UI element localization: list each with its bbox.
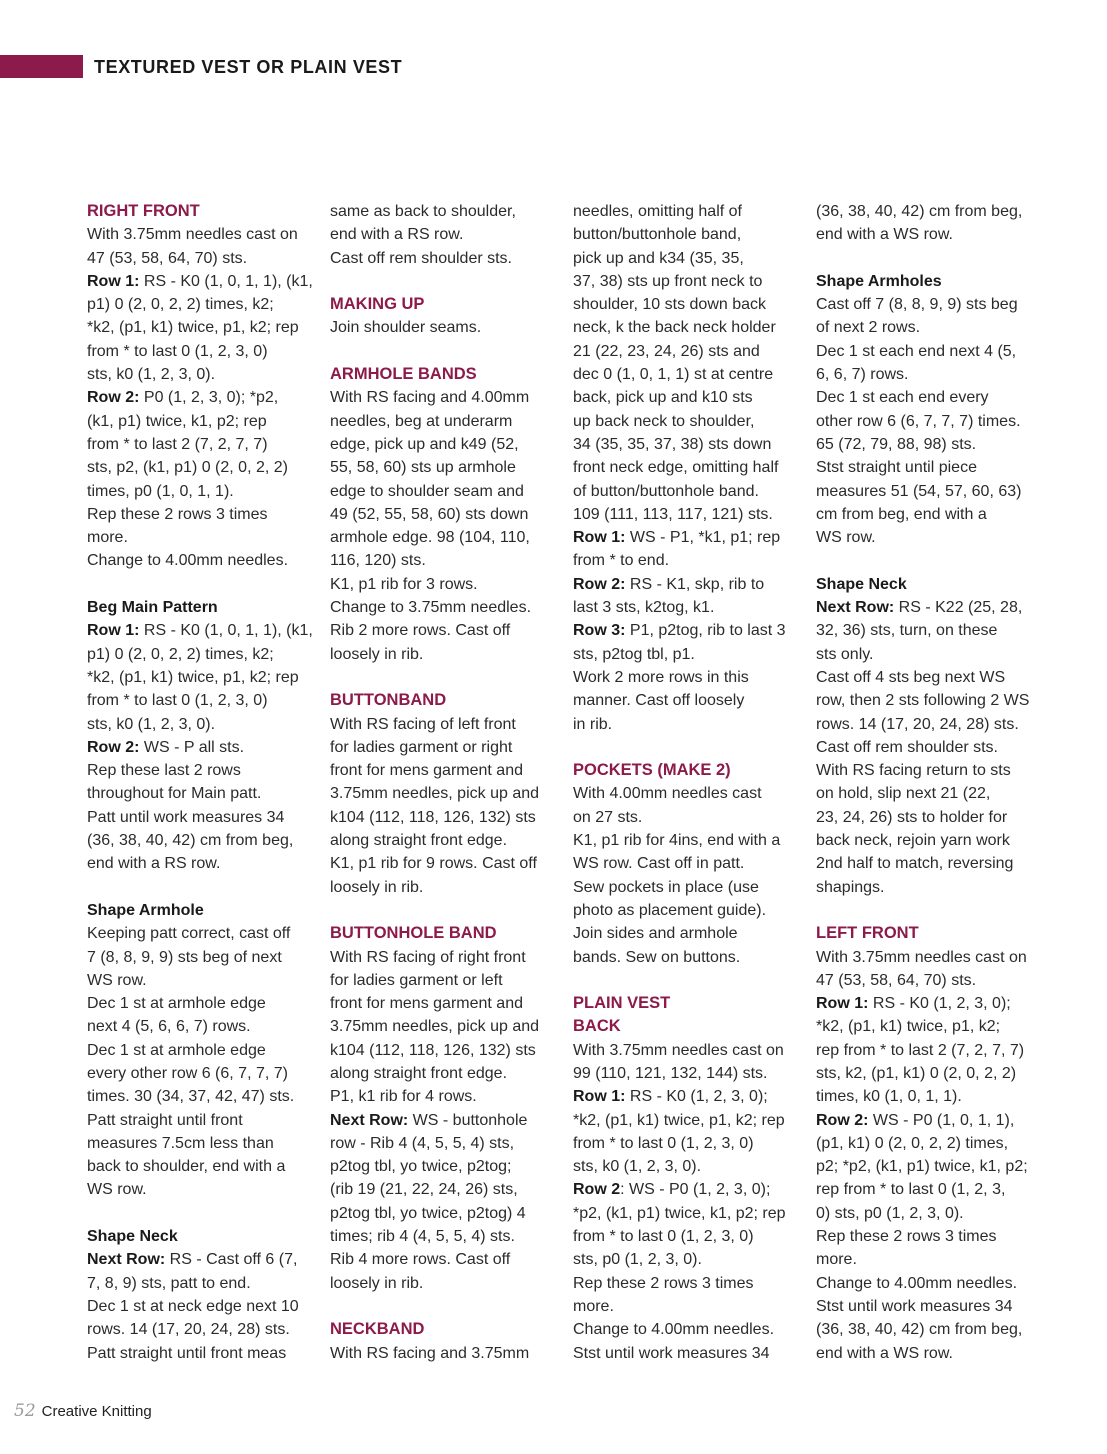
instruction-line: Stst straight until piece bbox=[816, 459, 977, 477]
instruction-line: times; rib 4 (4, 5, 5, 4) sts. bbox=[330, 1228, 515, 1246]
instruction-line: WS row. bbox=[87, 971, 147, 989]
instruction-line: Sew pockets in place (use bbox=[573, 878, 759, 896]
row-label: Row 2: bbox=[87, 389, 140, 407]
instruction-text: WS - P all sts. bbox=[139, 738, 245, 756]
instruction-line bbox=[87, 1248, 319, 1271]
instruction-line: end with a WS row. bbox=[816, 226, 953, 244]
paragraph-gap bbox=[87, 573, 319, 596]
paragraph-gap bbox=[816, 549, 1048, 572]
instruction-line: 7, 8, 9) sts, patt to end. bbox=[87, 1274, 251, 1292]
instruction-line: *k2, (p1, k1) twice, p1, k2; rep bbox=[573, 1111, 785, 1129]
instruction-line: on hold, slip next 21 (22, bbox=[816, 785, 991, 803]
instruction-line: sts, p2, (k1, p1) 0 (2, 0, 2, 2) bbox=[87, 459, 288, 477]
instruction-text: RS - K0 (1, 0, 1, 1), (k1, bbox=[139, 272, 313, 290]
instruction-line: cm from beg, end with a bbox=[816, 505, 987, 523]
instruction-line: back, pick up and k10 sts bbox=[573, 389, 753, 407]
instruction-line: in rib. bbox=[573, 715, 613, 733]
section-heading: ARMHOLE BANDS bbox=[330, 365, 477, 384]
instruction-line: for ladies garment or left bbox=[330, 971, 503, 989]
instruction-line: Cast off 4 sts beg next WS bbox=[816, 668, 1006, 686]
instruction-line: K1, p1 rib for 3 rows. bbox=[330, 575, 478, 593]
instruction-line: loosely in rib. bbox=[330, 1274, 424, 1292]
instruction-line: Rep these last 2 rows bbox=[87, 762, 241, 780]
instruction-line: next 4 (5, 6, 6, 7) rows. bbox=[87, 1018, 251, 1036]
instruction-line: button/buttonhole band, bbox=[573, 226, 742, 244]
instruction-line: rep from * to last 2 (7, 2, 7, 7) bbox=[816, 1041, 1025, 1059]
instruction-line: P1, k1 rib for 4 rows. bbox=[330, 1088, 477, 1106]
paragraph-gap bbox=[816, 899, 1048, 922]
row-label: Row 1: bbox=[87, 272, 140, 290]
instruction-line: p2tog tbl, yo twice, p2tog) 4 bbox=[330, 1204, 526, 1222]
instruction-line bbox=[573, 619, 805, 642]
instruction-line bbox=[87, 736, 319, 759]
instruction-line: from * to last 2 (7, 2, 7, 7) bbox=[87, 435, 268, 453]
instruction-line: Change to 4.00mm needles. bbox=[816, 1274, 1018, 1292]
instruction-line: K1, p1 rib for 4ins, end with a bbox=[573, 832, 781, 850]
row-label: Row 2: bbox=[87, 738, 140, 756]
text-column-4 bbox=[816, 200, 1048, 1365]
instruction-line: shapings. bbox=[816, 878, 885, 896]
instruction-line: Patt until work measures 34 bbox=[87, 808, 285, 826]
instruction-line: 23, 24, 26) sts to holder for bbox=[816, 808, 1008, 826]
instruction-line: 34 (35, 35, 37, 38) sts down bbox=[573, 435, 772, 453]
instruction-line: sts, k0 (1, 2, 3, 0). bbox=[87, 715, 216, 733]
publication-name: Creative Knitting bbox=[41, 1403, 152, 1420]
text-column-1 bbox=[87, 200, 319, 1365]
instruction-line: more. bbox=[87, 529, 128, 547]
subsection-heading: Shape Neck bbox=[87, 1228, 178, 1246]
instruction-line: 47 (53, 58, 64, 70) sts. bbox=[816, 971, 977, 989]
instruction-line bbox=[573, 1178, 805, 1201]
instruction-line: 2nd half to match, reversing bbox=[816, 855, 1014, 873]
instruction-line: 0) sts, p0 (1, 2, 3, 0). bbox=[816, 1204, 964, 1222]
instruction-line: sts, p2tog tbl, p1. bbox=[573, 645, 695, 663]
row-label: Row 2: bbox=[573, 575, 626, 593]
instruction-line: needles, omitting half of bbox=[573, 203, 742, 220]
instruction-line: WS row. bbox=[816, 529, 876, 547]
instruction-line: edge, pick up and k49 (52, bbox=[330, 435, 519, 453]
instruction-line: shoulder, 10 sts down back bbox=[573, 296, 767, 314]
instruction-line: k104 (112, 118, 126, 132) sts bbox=[330, 808, 536, 826]
instruction-line: Rep these 2 rows 3 times bbox=[816, 1228, 997, 1246]
instruction-line: 116, 120) sts. bbox=[330, 552, 426, 570]
instruction-line: (k1, p1) twice, k1, p2; rep bbox=[87, 412, 267, 430]
section-heading: BUTTONHOLE BAND bbox=[330, 924, 497, 943]
instruction-text: RS - K0 (1, 0, 1, 1), (k1, bbox=[139, 622, 313, 640]
instruction-line: times, p0 (1, 0, 1, 1). bbox=[87, 482, 234, 500]
instruction-line: loosely in rib. bbox=[330, 645, 424, 663]
instruction-line: With 3.75mm needles cast on bbox=[573, 1041, 784, 1059]
instruction-line: from * to last 0 (1, 2, 3, 0) bbox=[87, 692, 268, 710]
instruction-line: end with a RS row. bbox=[87, 855, 221, 873]
instruction-line: 7 (8, 8, 9, 9) sts beg of next bbox=[87, 948, 282, 966]
instruction-line: (36, 38, 40, 42) cm from beg, bbox=[816, 1321, 1023, 1339]
instruction-line: Rib 4 more rows. Cast off bbox=[330, 1251, 511, 1269]
instruction-line: sts only. bbox=[816, 645, 874, 663]
instruction-line: With RS facing of right front bbox=[330, 948, 526, 966]
instruction-text: WS - P1, *k1, p1; rep bbox=[625, 529, 781, 547]
instruction-line: from * to last 0 (1, 2, 3, 0) bbox=[573, 1228, 754, 1246]
instruction-text: WS - buttonhole bbox=[408, 1111, 528, 1129]
paragraph-gap bbox=[330, 666, 562, 689]
instruction-line: Change to 4.00mm needles. bbox=[87, 552, 289, 570]
instruction-line: throughout for Main patt. bbox=[87, 785, 262, 803]
instruction-line: loosely in rib. bbox=[330, 878, 424, 896]
paragraph-gap bbox=[87, 876, 319, 899]
instruction-line: measures 7.5cm less than bbox=[87, 1134, 274, 1152]
instruction-line: 65 (72, 79, 88, 98) sts. bbox=[816, 435, 977, 453]
instruction-line: 3.75mm needles, pick up and bbox=[330, 1018, 540, 1036]
instruction-line: Stst until work measures 34 bbox=[816, 1297, 1013, 1315]
instruction-line: more. bbox=[816, 1251, 857, 1269]
instruction-line: Dec 1 st each end every bbox=[816, 389, 989, 407]
instruction-line: armhole edge. 98 (104, 110, bbox=[330, 529, 530, 547]
instruction-line: With RS facing and 3.75mm bbox=[330, 1344, 530, 1362]
instruction-line: sts, p0 (1, 2, 3, 0). bbox=[573, 1251, 702, 1269]
instruction-line: Rib 2 more rows. Cast off bbox=[330, 622, 511, 640]
instruction-line: WS row. Cast off in patt. bbox=[573, 855, 745, 873]
instruction-line: 32, 36) sts, turn, on these bbox=[816, 622, 998, 640]
row-label: Next Row: bbox=[816, 599, 895, 617]
instruction-line: back neck, rejoin yarn work bbox=[816, 832, 1010, 850]
row-label: Row 3: bbox=[573, 622, 626, 640]
instruction-line: (rib 19 (21, 22, 24, 26) sts, bbox=[330, 1181, 518, 1199]
instruction-line: Change to 3.75mm needles. bbox=[330, 599, 532, 617]
instruction-line bbox=[573, 526, 805, 549]
instruction-line: front for mens garment and bbox=[330, 995, 523, 1013]
paragraph-gap bbox=[330, 899, 562, 922]
instruction-line: along straight front edge. bbox=[330, 832, 508, 850]
instruction-line: With 3.75mm needles cast on bbox=[87, 226, 298, 244]
instruction-text: RS - K0 (1, 2, 3, 0); bbox=[625, 1088, 768, 1106]
instruction-text: RS - K1, skp, rib to bbox=[625, 575, 765, 593]
instruction-line bbox=[816, 1109, 1048, 1132]
instruction-line: Dec 1 st at neck edge next 10 bbox=[87, 1297, 299, 1315]
instruction-line: neck, k the back neck holder bbox=[573, 319, 776, 337]
instruction-line: *k2, (p1, k1) twice, p1, k2; rep bbox=[87, 668, 299, 686]
section-heading: LEFT FRONT bbox=[816, 924, 919, 943]
instruction-text: RS - K22 (25, 28, bbox=[894, 599, 1023, 617]
instruction-line: row, then 2 sts following 2 WS bbox=[816, 692, 1030, 710]
instruction-line: 6, 6, 7) rows. bbox=[816, 366, 909, 384]
subsection-heading: Shape Neck bbox=[816, 575, 907, 593]
instruction-line bbox=[330, 1109, 562, 1132]
instruction-line: times. 30 (34, 37, 42, 47) sts. bbox=[87, 1088, 295, 1106]
row-label: Row 1: bbox=[87, 622, 140, 640]
instruction-line: on 27 sts. bbox=[573, 808, 643, 826]
row-label: Next Row: bbox=[330, 1111, 409, 1129]
instruction-line: times, k0 (1, 0, 1, 1). bbox=[816, 1088, 962, 1106]
section-heading: BACK bbox=[573, 1017, 621, 1036]
instruction-line: every other row 6 (6, 7, 7, 7) bbox=[87, 1064, 288, 1082]
instruction-line: Work 2 more rows in this bbox=[573, 668, 749, 686]
section-heading: MAKING UP bbox=[330, 295, 425, 314]
instruction-line: With RS facing return to sts bbox=[816, 762, 1011, 780]
row-label: Row 1: bbox=[816, 995, 869, 1013]
instruction-line: p1) 0 (2, 0, 2, 2) times, k2; bbox=[87, 296, 274, 314]
instruction-line: sts, k0 (1, 2, 3, 0). bbox=[573, 1158, 702, 1176]
instruction-line: (36, 38, 40, 42) cm from beg, bbox=[87, 832, 294, 850]
instruction-text: P1, p2tog, rib to last 3 bbox=[625, 622, 786, 640]
instruction-text: WS - P0 (1, 0, 1, 1), bbox=[868, 1111, 1015, 1129]
instruction-line: for ladies garment or right bbox=[330, 738, 513, 756]
section-heading: RIGHT FRONT bbox=[87, 202, 200, 220]
instruction-line: Cast off rem shoulder sts. bbox=[330, 249, 512, 267]
page-number: 52 bbox=[14, 1401, 36, 1421]
instruction-line: front neck edge, omitting half bbox=[573, 459, 779, 477]
instruction-line: Rep these 2 rows 3 times bbox=[573, 1274, 754, 1292]
instruction-line: measures 51 (54, 57, 60, 63) bbox=[816, 482, 1022, 500]
instruction-line: Dec 1 st at armhole edge bbox=[87, 995, 266, 1013]
subsection-heading: Beg Main Pattern bbox=[87, 599, 218, 617]
text-column-3 bbox=[573, 200, 805, 1365]
instruction-line: k104 (112, 118, 126, 132) sts bbox=[330, 1041, 536, 1059]
instruction-line: more. bbox=[573, 1297, 614, 1315]
instruction-line: With RS facing and 4.00mm bbox=[330, 389, 530, 407]
subsection-heading: Shape Armhole bbox=[87, 901, 204, 919]
instruction-line: rep from * to last 0 (1, 2, 3, bbox=[816, 1181, 1006, 1199]
instruction-line bbox=[816, 992, 1048, 1015]
instruction-line: from * to last 0 (1, 2, 3, 0) bbox=[573, 1134, 754, 1152]
paragraph-gap bbox=[816, 247, 1048, 270]
instruction-line: Rep these 2 rows 3 times bbox=[87, 505, 268, 523]
instruction-line: same as back to shoulder, bbox=[330, 203, 516, 220]
instruction-line: p1) 0 (2, 0, 2, 2) times, k2; bbox=[87, 645, 274, 663]
instruction-line: With 3.75mm needles cast on bbox=[816, 948, 1027, 966]
paragraph-gap bbox=[87, 1202, 319, 1225]
instruction-line: p2tog tbl, yo twice, p2tog; bbox=[330, 1158, 512, 1176]
instruction-line: needles, beg at underarm bbox=[330, 412, 513, 430]
section-heading: POCKETS (MAKE 2) bbox=[573, 761, 731, 780]
instruction-line: from * to last 0 (1, 2, 3, 0) bbox=[87, 342, 268, 360]
instruction-line: along straight front edge. bbox=[330, 1064, 508, 1082]
instruction-line: photo as placement guide). bbox=[573, 901, 767, 919]
paragraph-gap bbox=[330, 340, 562, 363]
instruction-line: p2; *p2, (k1, p1) twice, k1, p2; bbox=[816, 1158, 1028, 1176]
instruction-line: front for mens garment and bbox=[330, 762, 523, 780]
instruction-text: : WS - P0 (1, 2, 3, 0); bbox=[620, 1181, 771, 1199]
text-column-2 bbox=[330, 200, 562, 1365]
row-label: Next Row: bbox=[87, 1251, 166, 1269]
instruction-line: Keeping patt correct, cast off bbox=[87, 925, 291, 943]
instruction-line: last 3 sts, k2tog, k1. bbox=[573, 599, 715, 617]
instruction-line: 109 (111, 113, 117, 121) sts. bbox=[573, 505, 773, 523]
instruction-line: of next 2 rows. bbox=[816, 319, 921, 337]
instruction-line: Dec 1 st at armhole edge bbox=[87, 1041, 266, 1059]
instruction-line: pick up and k34 (35, 35, bbox=[573, 249, 744, 267]
instruction-line: from * to end. bbox=[573, 552, 670, 570]
instruction-line: dec 0 (1, 0, 1, 1) st at centre bbox=[573, 366, 774, 384]
instruction-line: of button/buttonhole band. bbox=[573, 482, 759, 500]
instruction-line: back to shoulder, end with a bbox=[87, 1158, 286, 1176]
instruction-line: end with a WS row. bbox=[816, 1344, 953, 1362]
section-heading: NECKBAND bbox=[330, 1320, 425, 1339]
instruction-line: Change to 4.00mm needles. bbox=[573, 1321, 775, 1339]
instruction-line: Cast off 7 (8, 8, 9, 9) sts beg bbox=[816, 296, 1018, 314]
instruction-line: up back neck to shoulder, bbox=[573, 412, 755, 430]
instruction-line: other row 6 (6, 7, 7, 7) times. bbox=[816, 412, 1021, 430]
instruction-line: end with a RS row. bbox=[330, 226, 464, 244]
instruction-line: 47 (53, 58, 64, 70) sts. bbox=[87, 249, 248, 267]
instruction-line: 37, 38) sts up front neck to bbox=[573, 272, 763, 290]
instruction-line: Stst until work measures 34 bbox=[573, 1344, 770, 1362]
page-footer bbox=[14, 1401, 152, 1421]
instruction-line: Join shoulder seams. bbox=[330, 319, 482, 337]
instruction-line: With RS facing of left front bbox=[330, 715, 516, 733]
instruction-line: Patt straight until front meas bbox=[87, 1344, 287, 1362]
instruction-line bbox=[87, 619, 319, 642]
instruction-line: 21 (22, 23, 24, 26) sts and bbox=[573, 342, 760, 360]
instruction-line: edge to shoulder seam and bbox=[330, 482, 524, 500]
section-heading: BUTTONBAND bbox=[330, 691, 447, 710]
instruction-line: row - Rib 4 (4, 5, 5, 4) sts, bbox=[330, 1134, 515, 1152]
instruction-line bbox=[87, 386, 319, 409]
instruction-line: 55, 58, 60) sts up armhole bbox=[330, 459, 516, 477]
instruction-line: rows. 14 (17, 20, 24, 28) sts. bbox=[87, 1321, 290, 1339]
row-label: Row 1: bbox=[573, 1088, 626, 1106]
row-label: Row 1: bbox=[573, 529, 626, 547]
instruction-line: (p1, k1) 0 (2, 0, 2, 2) times, bbox=[816, 1134, 1009, 1152]
section-heading: PLAIN VEST bbox=[573, 994, 671, 1013]
header-accent-bar bbox=[0, 55, 83, 78]
instruction-line: *p2, (k1, p1) twice, k1, p2; rep bbox=[573, 1204, 786, 1222]
instruction-line: (36, 38, 40, 42) cm from beg, bbox=[816, 203, 1023, 220]
instruction-line: Cast off rem shoulder sts. bbox=[816, 738, 998, 756]
instruction-line: Dec 1 st each end next 4 (5, bbox=[816, 342, 1017, 360]
instruction-line: sts, k0 (1, 2, 3, 0). bbox=[87, 366, 216, 384]
instruction-line: Join sides and armhole bbox=[573, 925, 738, 943]
instruction-line: With 4.00mm needles cast bbox=[573, 785, 762, 803]
instruction-line: rows. 14 (17, 20, 24, 28) sts. bbox=[816, 715, 1019, 733]
instruction-line: 3.75mm needles, pick up and bbox=[330, 785, 540, 803]
instruction-line: manner. Cast off loosely bbox=[573, 692, 745, 710]
instruction-text: RS - Cast off 6 (7, bbox=[165, 1251, 298, 1269]
instruction-line: Patt straight until front bbox=[87, 1111, 243, 1129]
instruction-line: bands. Sew on buttons. bbox=[573, 948, 741, 966]
instruction-line: 99 (110, 121, 132, 144) sts. bbox=[573, 1064, 768, 1082]
instruction-line: sts, k2, (p1, k1) 0 (2, 0, 2, 2) bbox=[816, 1064, 1017, 1082]
instruction-text: P0 (1, 2, 3, 0); *p2, bbox=[139, 389, 279, 407]
row-label: Row 2: bbox=[816, 1111, 869, 1129]
instruction-line: 49 (52, 55, 58, 60) sts down bbox=[330, 505, 529, 523]
page-title: TEXTURED VEST OR PLAIN VEST bbox=[94, 57, 403, 77]
instruction-line bbox=[573, 1085, 805, 1108]
paragraph-gap bbox=[573, 736, 805, 759]
instruction-line bbox=[573, 573, 805, 596]
instruction-text: RS - K0 (1, 2, 3, 0); bbox=[868, 995, 1011, 1013]
instruction-line bbox=[816, 596, 1048, 619]
instruction-line bbox=[87, 270, 319, 293]
instruction-line: K1, p1 rib for 9 rows. Cast off bbox=[330, 855, 537, 873]
subsection-heading: Shape Armholes bbox=[816, 272, 942, 290]
paragraph-gap bbox=[573, 969, 805, 992]
instruction-line: WS row. bbox=[87, 1181, 147, 1199]
row-label: Row 2 bbox=[573, 1181, 621, 1199]
instruction-line: *k2, (p1, k1) twice, p1, k2; rep bbox=[87, 319, 299, 337]
instruction-line: *k2, (p1, k1) twice, p1, k2; bbox=[816, 1018, 1001, 1036]
paragraph-gap bbox=[330, 270, 562, 293]
paragraph-gap bbox=[330, 1295, 562, 1318]
